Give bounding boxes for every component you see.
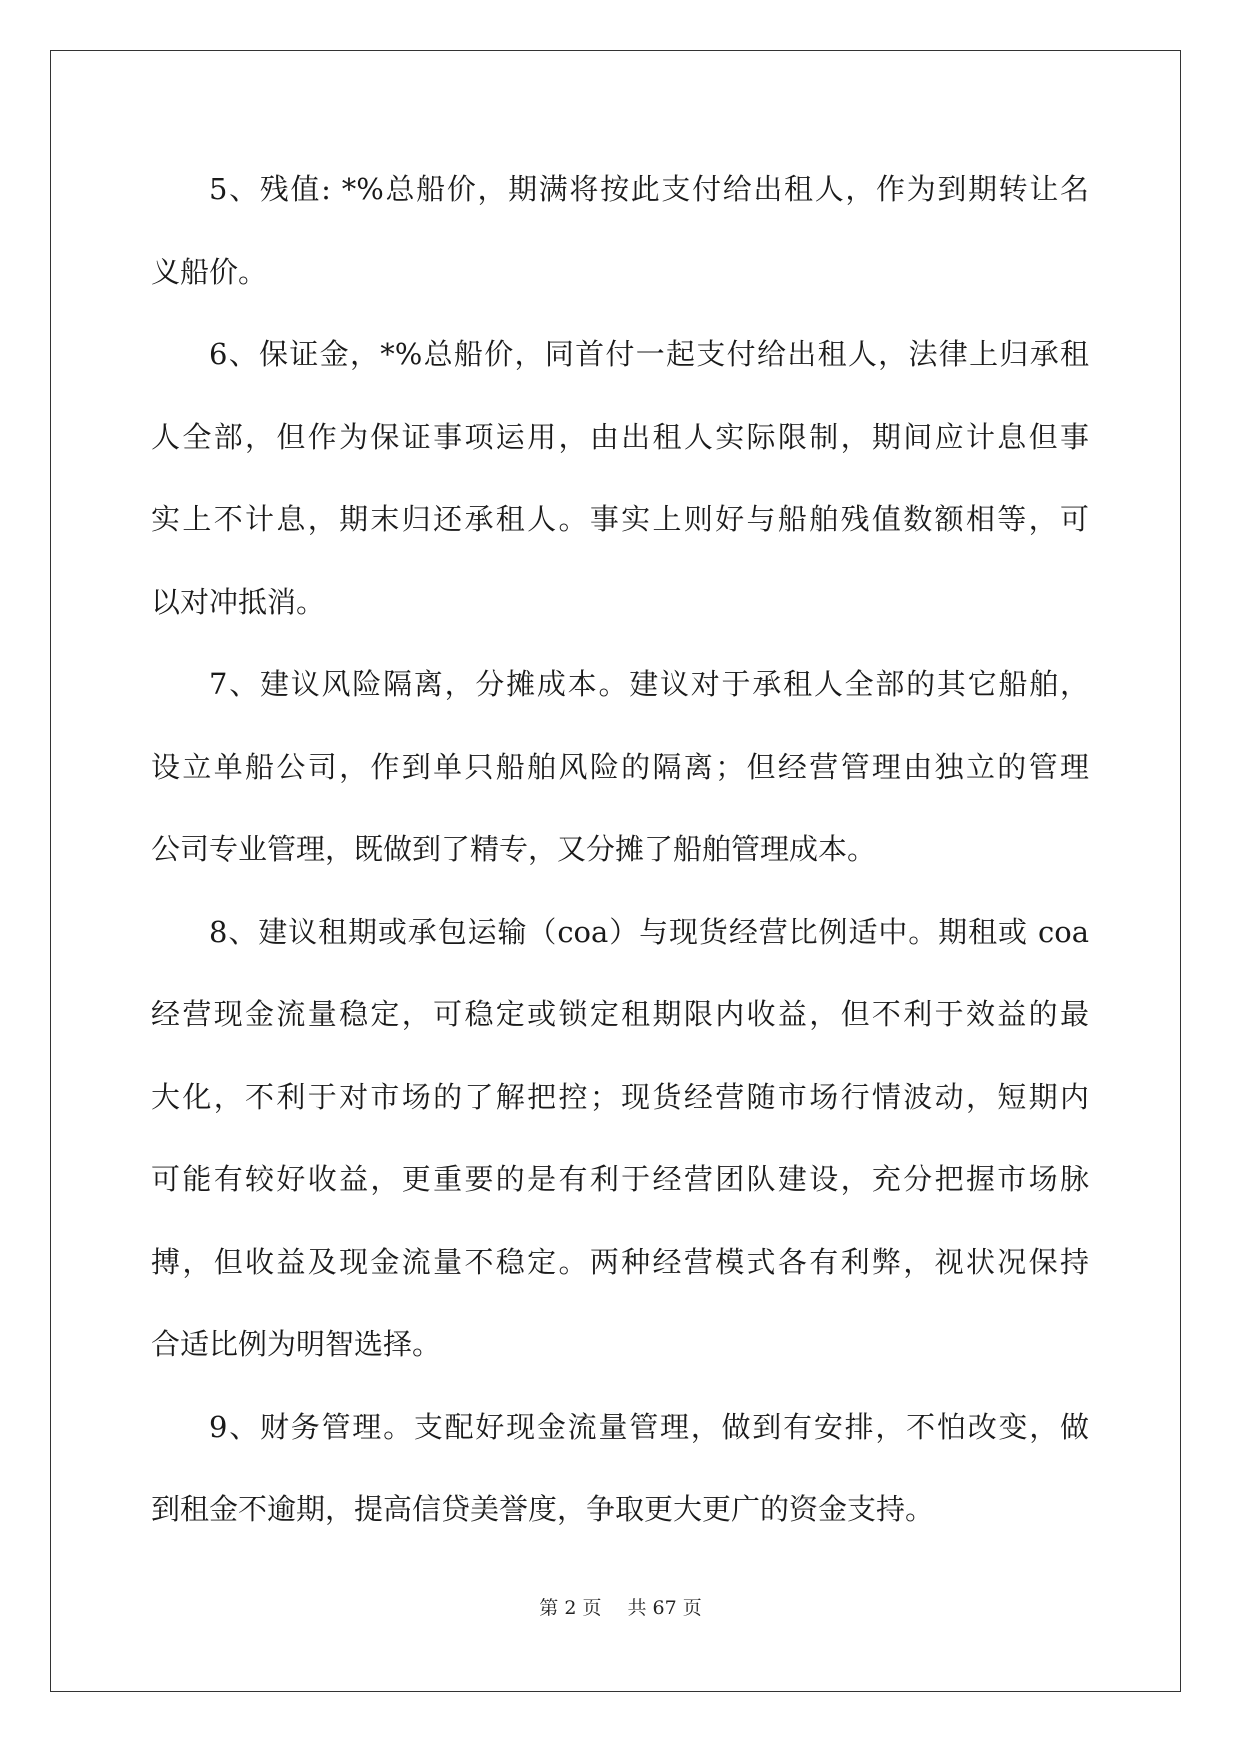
paragraph-line: 9、财务管理。支配好现金流量管理，做到有安排，不怕改变，做 bbox=[209, 1409, 1089, 1444]
paragraph-line: 大化，不利于对市场的了解把控；现货经营随市场行情波动，短期内 bbox=[151, 1079, 1089, 1114]
paragraph-line: 义船价。 bbox=[151, 254, 268, 289]
paragraph-line: 6、保证金，*%总船价，同首付一起支付给出租人，法律上归承租 bbox=[209, 337, 1089, 371]
paragraph-line: 公司专业管理，既做到了精专，又分摊了船舶管理成本。 bbox=[151, 832, 877, 866]
document-body bbox=[151, 159, 1089, 1562]
paragraph-line: 设立单船公司，作到单只船舶风险的隔离；但经营管理由独立的管理 bbox=[151, 749, 1089, 784]
paragraph-line: 以对冲抵消。 bbox=[151, 584, 326, 619]
paragraph-line: 搏，但收益及现金流量不稳定。两种经营模式各有利弊，视状况保持 bbox=[151, 1244, 1089, 1279]
paragraph-line: 到租金不逾期，提高信贷美誉度，争取更大更广的资金支持。 bbox=[151, 1492, 935, 1526]
total-pages: 共 67 页 bbox=[627, 1597, 702, 1619]
paragraph-line: 人全部，但作为保证事项运用，由出租人实际限制，期间应计息但事 bbox=[151, 419, 1089, 454]
paragraph-line: 5、残值: *%总船价，期满将按此支付给出租人，作为到期转让名 bbox=[209, 172, 1089, 206]
paragraph-line: 7、建议风险隔离，分摊成本。建议对于承租人全部的其它船舶， bbox=[209, 667, 1089, 701]
page-footer bbox=[0, 1594, 1241, 1622]
paragraph-line: 实上不计息，期末归还承租人。事实上则好与船舶残值数额相等，可 bbox=[151, 502, 1089, 536]
paragraph-line: 8、建议租期或承包运输（coa）与现货经营比例适中。期租或 coa bbox=[209, 914, 1089, 949]
page-number: 第 2 页 bbox=[539, 1597, 602, 1619]
paragraph-line: 经营现金流量稳定，可稳定或锁定租期限内收益，但不利于效益的最 bbox=[151, 997, 1089, 1031]
paragraph-line: 可能有较好收益，更重要的是有利于经营团队建设，充分把握市场脉 bbox=[151, 1162, 1089, 1196]
paragraph-line: 合适比例为明智选择。 bbox=[151, 1327, 442, 1361]
